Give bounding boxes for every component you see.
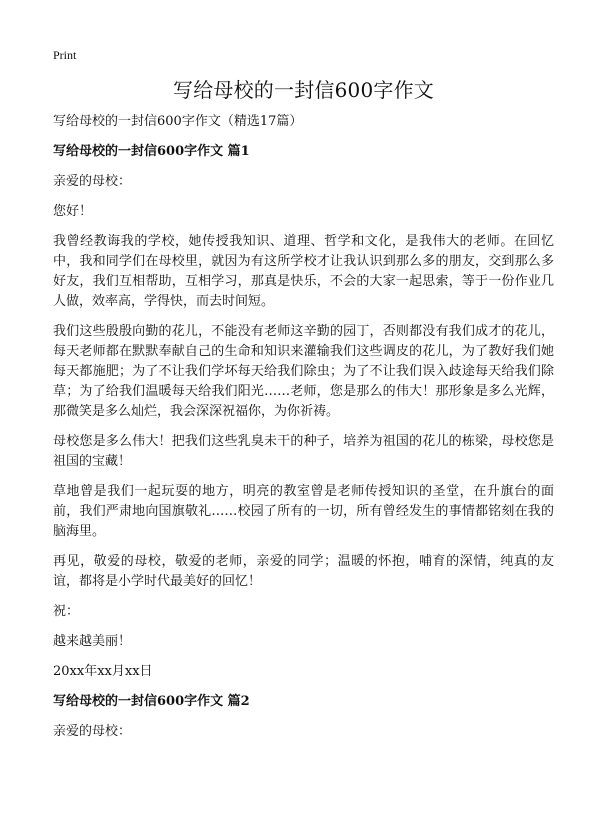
closing-blessing: 越来越美丽！ bbox=[53, 634, 132, 649]
closing-wish: 祝： bbox=[53, 604, 80, 619]
section-heading-2: 写给母校的一封信600字作文 篇2 bbox=[53, 694, 250, 709]
salutation: 亲爱的母校： bbox=[53, 724, 132, 739]
greeting: 您好！ bbox=[53, 204, 93, 219]
page-title: 写给母校的一封信600字作文 bbox=[173, 78, 434, 102]
print-label[interactable]: Print bbox=[53, 48, 77, 62]
section-heading-1: 写给母校的一封信600字作文 篇1 bbox=[53, 144, 250, 159]
salutation: 亲爱的母校： bbox=[53, 174, 132, 189]
letter-date: 20xx年xx月xx日 bbox=[53, 664, 153, 679]
document-subtitle: 写给母校的一封信600字作文（精选17篇） bbox=[53, 114, 303, 129]
body-paragraph: 我们这些殷殷向勤的花儿，不能没有老师这辛勤的园丁，否则都没有我们成才的花儿，每天老师都在默默奉献自己的生命和知识来灌输我们这些调皮的花儿，为了教好我们她每天都施肥；为了不让我们学坏每天给我们除虫；为了不让我们误入歧途每天给我们除草；为了给我们温暖每天给我们阳光……老师，您是那么的伟大！那形象是多么光辉，那微笑是多么灿烂，我会深深祝福你，为你祈祷。 bbox=[53, 324, 554, 419]
body-paragraph: 我曾经教诲我的学校，她传授我知识、道理、哲学和文化，是我伟大的老师。在回忆中，我和同学们在母校里，就因为有这所学校才让我认识到那么多的朋友，交到那么多好友，我们互相帮助，互相学习，那真是快乐，不会的大家一起思索，等于一份作业几人做，效率高，学得快，而去时间短。 bbox=[53, 234, 554, 309]
body-paragraph: 母校您是多么伟大！把我们这些乳臭未干的种子，培养为祖国的花儿的栋梁，母校您是祖国的宝藏！ bbox=[53, 434, 554, 469]
body-paragraph: 草地曾是我们一起玩耍的地方，明亮的教室曾是老师传授知识的圣堂，在升旗台的面前，我们严肃地向国旗敬礼……校园了所有的一切，所有曾经发生的事情都铭刻在我的脑海里。 bbox=[53, 484, 554, 539]
body-paragraph: 再见，敬爱的母校，敬爱的老师，亲爱的同学；温暖的怀抱，哺育的深情，纯真的友谊，都将是小学时代最美好的回忆！ bbox=[53, 554, 554, 589]
